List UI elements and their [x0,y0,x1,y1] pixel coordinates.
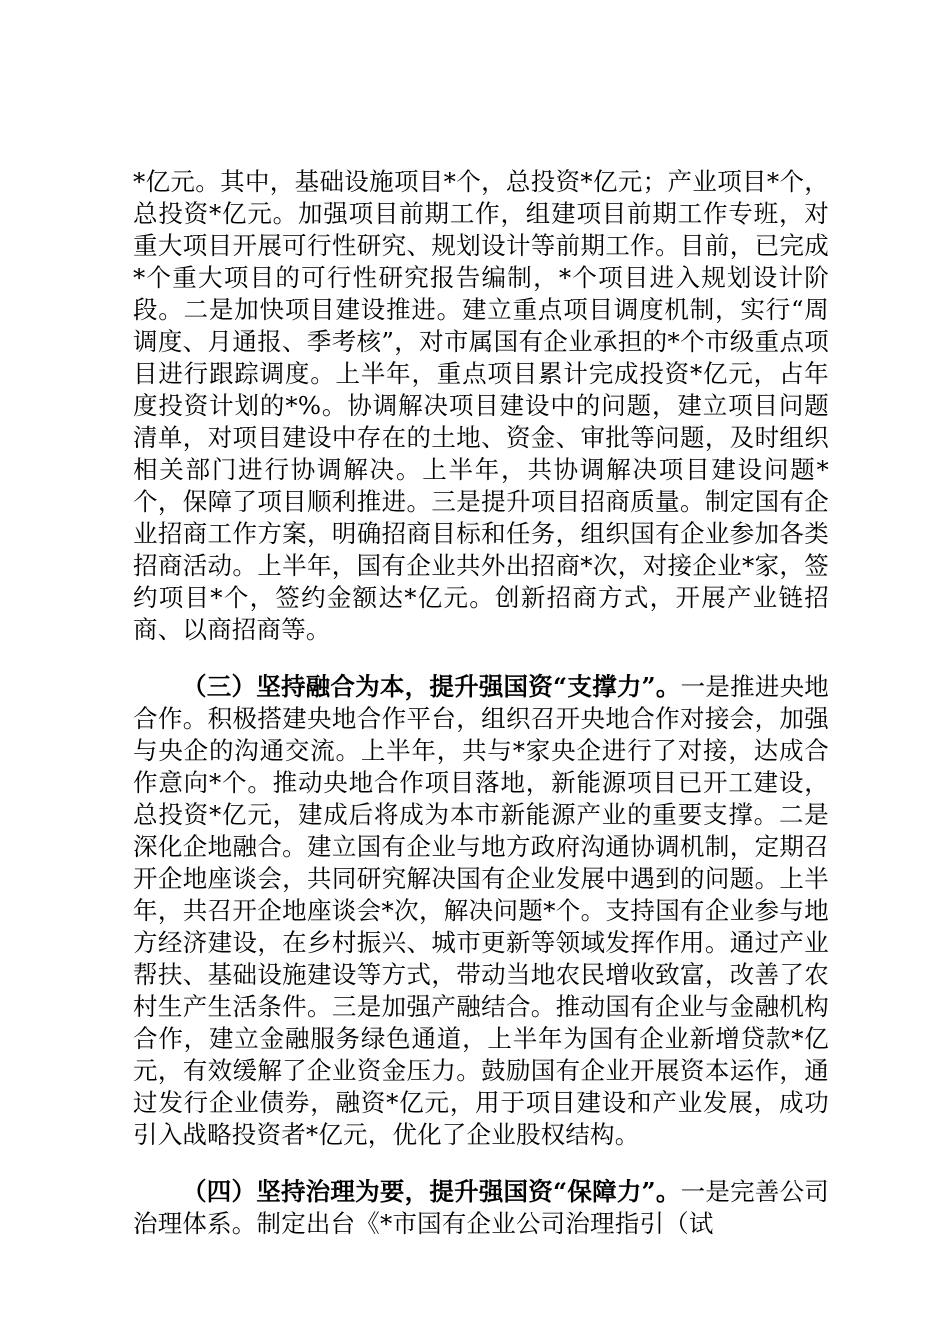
section-heading-governance: （四）坚持治理为要，提升强国资“保障力”。 [182,1177,681,1206]
paragraph-governance [133,1176,829,1240]
paragraph-text: 一是完善公司治理体系。制定出台《*市国有企业公司治理指引（试 [133,1177,829,1238]
paragraph-text: 一是推进央地合作。积极搭建央地合作平台，组织召开央地合作对接会，加强与央企的沟通交流。上半年，共与*家央企进行了对接，达成合作意向*个。推动央地合作项目落地，新能源项目已开工建设，总投资*亿元，建成后将成为本市新能源产业的重要支撑。二是深化企地融合。建立国有企业与地方政府沟通协调机制，定期召开企地座谈会，共同研究解决国有企业发展中遇到的问题。上半年，共召开企地座谈会*次，解决问题*个。支持国有企业参与地方经济建设，在乡村振兴、城市更新等领域发挥作用。通过产业帮扶、基础设施建设等方式，带动当地农民增收致富，改善了农村生产生活条件。三是加强产融结合。推动国有企业与金融机构合作，建立金融服务绿色通道，上半年为国有企业新增贷款*亿元，有效缓解了企业资金压力。鼓励国有企业开展资本运作，通过发行企业债券，融资*亿元，用于项目建设和产业发展，成功引入战略投资者*亿元，优化了企业股权结构。 [133,672,829,1149]
document-body [133,166,829,1240]
paragraph-text: *亿元。其中，基础设施项目*个，总投资*亿元；产业项目*个，总投资*亿元。加强项目前期工作，组建项目前期工作专班，对重大项目开展可行性研究、规划设计等前期工作。目前，已完成*个重大项目的可行性研究报告编制，*个项目进入规划设计阶段。二是加快项目建设推进。建立重点项目调度机制，实行“周调度、月通报、季考核”，对市属国有企业承担的*个市级重点项目进行跟踪调度。上半年，重点项目累计完成投资*亿元，占年度投资计划的*%。协调解决项目建设中的问题，建立项目问题清单，对项目建设中存在的土地、资金、审批等问题，及时组织相关部门进行协调解决。上半年，共协调解决项目建设问题*个，保障了项目顺利推进。三是提升项目招商质量。制定国有企业招商工作方案，明确招商目标和任务，组织国有企业参加各类招商活动。上半年，国有企业共外出招商*次，对接企业*家，签约项目*个，签约金额达*亿元。创新招商方式，开展产业链招商、以商招商等。 [133,167,829,644]
paragraph-integration [133,671,829,1151]
paragraph-projects [133,166,829,646]
section-heading-integration: （三）坚持融合为本，提升强国资“支撑力”。 [182,672,681,701]
